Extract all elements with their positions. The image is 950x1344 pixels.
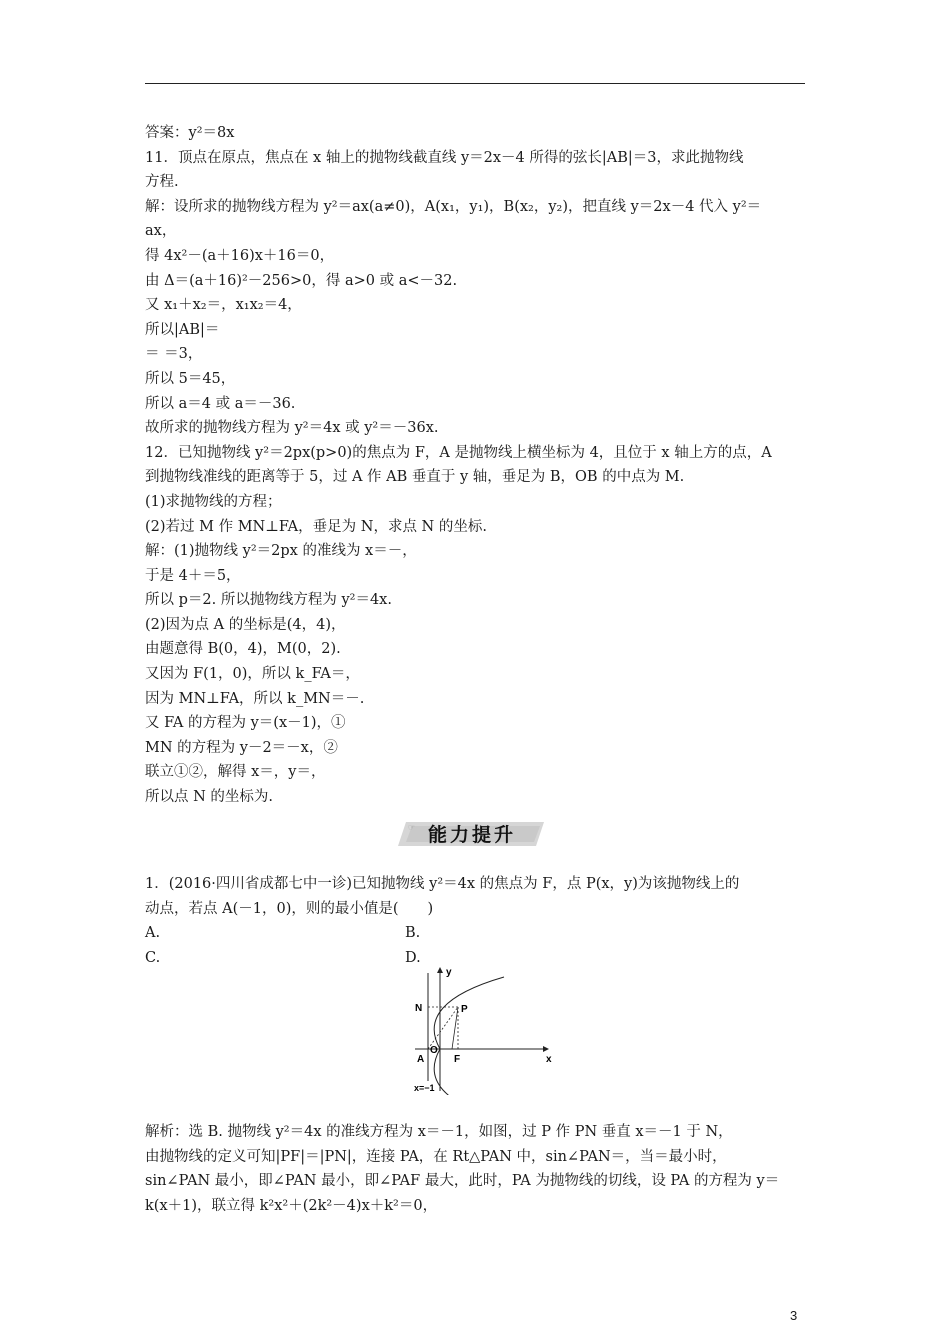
text-line: 因为 MN⊥FA，所以 k_MN＝－.	[145, 690, 365, 707]
banner-title: 能力提升	[427, 824, 517, 846]
text-line: 又因为 F(1，0)，所以 k_FA＝，	[145, 666, 360, 683]
header-rule	[145, 83, 805, 84]
p-label: P	[461, 1004, 468, 1015]
option-c: C.	[145, 949, 161, 966]
options-row	[145, 921, 813, 946]
analysis-block	[145, 1120, 813, 1218]
y-label: y	[446, 967, 452, 978]
text-line: 11．顶点在原点，焦点在 x 轴上的抛物线截直线 y＝2x－4 所得的弦长|AB|＝3，求此抛物线	[145, 149, 744, 166]
text-line: 12．已知抛物线 y²＝2px(p>0)的焦点为 F，A 是抛物线上横坐标为 4，且位于 x 轴上方的点，A	[145, 444, 772, 461]
text-line: 解：设所求的抛物线方程为 y²＝ax(a≠0)，A(x₁，y₁)，B(x₂，y₂)，把直线 y＝2x－4 代入 y²＝	[145, 198, 762, 215]
text-line: 方程.	[145, 174, 179, 191]
solutions-block	[145, 121, 813, 810]
directrix-label: x=−1	[414, 1083, 435, 1093]
text-line: 又 FA 的方程为 y＝(x－1)，①	[145, 715, 346, 732]
question-1	[145, 872, 813, 970]
text-line: 所以 a＝4 或 a＝－36.	[145, 395, 296, 412]
segment-pf	[452, 1007, 458, 1049]
text-line: 由题意得 B(0，4)，M(0，2).	[145, 641, 341, 658]
text-line: k(x＋1)，联立得 k²x²＋(2k²－4)x＋k²＝0，	[145, 1197, 438, 1214]
x-axis-arrow	[543, 1046, 549, 1052]
a-label: A	[417, 1054, 425, 1065]
text-line: 到抛物线准线的距离等于 5，过 A 作 AB 垂直于 y 轴，垂足为 B，OB 的中点为 M.	[145, 469, 685, 486]
text-line: (2)因为点 A 的坐标是(4，4)，	[145, 616, 346, 633]
text-line: 联立①②，解得 x＝，y＝，	[145, 764, 326, 781]
text-line: 由抛物线的定义可知|PF|＝|PN|，连接 PA，在 Rt△PAN 中，sin∠PAN＝，当＝最小时，	[145, 1148, 727, 1165]
option-b: B.	[405, 925, 421, 942]
text-line: 解：(1)抛物线 y²＝2px 的准线为 x＝－，	[145, 543, 417, 560]
text-line: 所以|AB|＝	[145, 321, 220, 338]
banner-glyph-icon: ☞	[408, 823, 416, 832]
f-label: F	[454, 1054, 461, 1065]
text-line: MN 的方程为 y－2＝－x，②	[145, 739, 338, 756]
text-line: (2)若过 M 作 MN⊥FA，垂足为 N，求点 N 的坐标.	[145, 518, 487, 535]
text-line: sin∠PAN 最小，即∠PAN 最小，即∠PAF 最大，此时，PA 为抛物线的切线，设 PA 的方程为 y＝	[145, 1173, 780, 1190]
dotted-ap	[428, 1007, 458, 1049]
text-line: ax，	[145, 223, 177, 240]
text-line: 故所求的抛物线方程为 y²＝4x 或 y²＝－36x.	[145, 420, 439, 437]
text-line: 所以 5＝45，	[145, 370, 236, 387]
section-banner	[398, 818, 548, 850]
o-label: O	[430, 1045, 438, 1056]
text-line: 又 x₁＋x₂＝，x₁x₂＝4，	[145, 297, 302, 314]
n-label: N	[415, 1003, 423, 1014]
option-a: A.	[145, 925, 161, 942]
text-line: 答案：y²＝8x	[145, 125, 235, 141]
text-line: 所以 p＝2. 所以抛物线方程为 y²＝4x.	[145, 592, 392, 609]
text-line: 所以点 N 的坐标为.	[145, 789, 274, 806]
page-number: 3	[790, 1308, 798, 1323]
text-line: 于是 4＋＝5，	[145, 567, 241, 584]
y-axis-arrow	[437, 967, 443, 973]
text-line: ＝ ＝3，	[145, 346, 203, 363]
parabola-curve	[434, 977, 504, 1095]
text-line: (1)求抛物线的方程；	[145, 493, 282, 510]
option-d: D.	[405, 949, 421, 966]
text-line: 由 Δ＝(a＋16)²－256>0，得 a>0 或 a<－32.	[145, 272, 458, 289]
text-line: 得 4x²－(a＋16)x＋16＝0，	[145, 247, 335, 264]
text-line: 解析：选 B. 抛物线 y²＝4x 的准线方程为 x＝－1，如图，过 P 作 PN 垂直 x＝－1 于 N，	[145, 1124, 733, 1140]
text-line: 1．(2016·四川省成都七中一诊)已知抛物线 y²＝4x 的焦点为 F，点 P(x，y)为该抛物线上的	[145, 876, 740, 892]
text-line: 动点，若点 A(－1，0)，则的最小值是( )	[145, 900, 434, 917]
parabola-figure	[400, 965, 560, 1095]
x-label: x	[546, 1054, 552, 1065]
